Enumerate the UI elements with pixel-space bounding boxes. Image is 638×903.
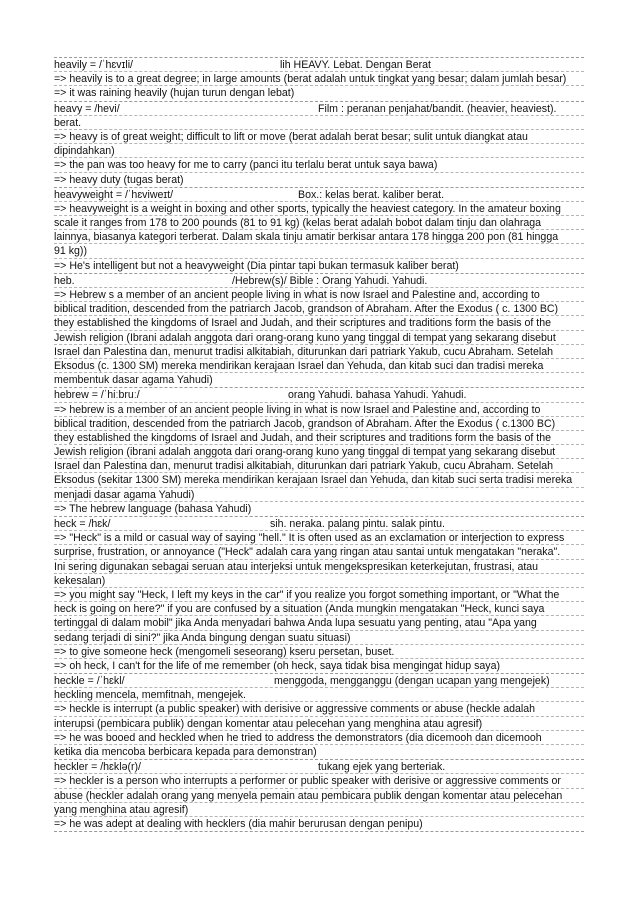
entry-heavy [54,101,584,187]
gloss: lih HEAVY. Lebat. Dengan Berat [280,59,431,71]
definition-line: => heckler is a person who interrupts a performer or public speaker with derisive or aggressive comments or [54,774,584,788]
gloss: Film : peranan penjahat/bandit. (heavier, heaviest). [318,102,557,115]
definition-line: Ini sering digunakan sebagai seruan atau interjeksi untuk mengekspresikan keterkejutan, frustrasi, atau [54,560,584,574]
entry-heck [54,516,584,673]
definition-line: heck is going on here?" if you are confused by a situation (Anda mungkin mengatakan "Heck, kunci saya [54,602,584,616]
definition-line: lainnya, biasanya kategori terberat. Dalam skala tinju amatir berkisar antara 178 hingga 200 pon (81 hingga [54,230,584,244]
definition-line: biblical tradition, descended from the patriarch Jacob, grandson of Abraham. After the Exodus ( c. 1300 BC) [54,302,584,316]
definition-line: => He's intelligent but not a heavyweight (Dia pintar tapi bukan termasuk kaliber berat) [54,259,459,272]
definition-line: => hebrew is a member of an ancient people living in what is now Israel and Palestine and, according to [54,403,584,417]
definition-line: => to give someone heck (mengomeli seseorang) kseru persetan, buset. [54,645,584,659]
headword: heavyweight = /ˈhɛviweɪt/ [54,188,174,201]
gloss: /Hebrew(s)/ Bible : Orang Yahudi. Yahudi. [232,274,428,287]
entry-heckler [54,759,584,832]
entry-hebrew [54,387,584,516]
gloss: Box.: kelas berat. kaliber berat. [298,188,445,201]
definition-line: they established the kingdoms of Israel and Judah, and their scriptures and traditions form the basis of the [54,316,584,330]
headword: heavy = /hevi/ [54,102,120,115]
entry-header [54,274,584,288]
definition-line: heckling mencela, memfitnah, mengejek. [54,688,584,702]
headword: hebrew = /ˈhiːbruː/ [54,389,140,402]
entry-header [54,674,584,688]
definition-line: => oh heck, I can't for the life of me remember (oh heck, saya tidak bisa mengingat hidup saya) [54,659,501,672]
definition-line: => it was raining heavily (hujan turun dengan lebat) [54,87,295,100]
definition-line: => Hebrew s a member of an ancient people living in what is now Israel and Palestine and, according to [54,288,584,302]
definition-line: Jewish religion (ibrani adalah anggota dari orang-orang kuno yang tinggal di tempat yang sekarang disebut [54,445,584,459]
gloss: menggoda, mengganggu (dengan ucapan yang mengejek) [274,675,550,688]
gloss: orang Yahudi. bahasa Yahudi. Yahudi. [288,389,467,402]
dictionary-page [54,57,584,832]
definition-line: => heavy duty (tugas berat) [54,173,184,186]
definition-line: sedang terjadi di sini?" jika Anda bingung dengan suatu situasi) [54,631,584,645]
entry-heavyweight [54,187,584,273]
headword: heckle = /ˈhɛkl/ [54,675,125,688]
definition-line: kekesalan) [54,574,584,588]
definition-line: Israel dan Palestina dan, menurut tradisi alkitabiah, diturunkan dari patriark Yakub, cucu Abraham. Setelah [54,459,584,473]
gloss: sih. neraka. palang pintu. salak pintu. [270,518,445,530]
definition-line: => he was booed and heckled when he tried to address the demonstrators (dia dicemooh dan dicemooh [54,731,584,745]
definition-line: => he was adept at dealing with hecklers (dia mahir berurusan dengan penipu) [54,817,423,830]
definition-line: Eksodus (sekitar 1300 SM) mereka mendirikan kerajaan Israel dan Yehuda, dan kitab suci serta tradisi mereka [54,473,584,487]
definition-line: => heckle is interrupt (a public speaker) with derisive or aggressive comments or abuse (heckle adalah [54,702,584,716]
entry-heavily [54,57,584,101]
headword: heb. [54,274,75,287]
definition-line: interupsi (pembicara publik) dengan komentar atau pelecehan yang menghina atau agresif) [54,717,584,731]
definition-line: they established the kingdoms of Israel and Judah, and their scriptures and traditions form the basis of the [54,431,584,445]
definition-line: menjadi dasar agama Yahudi) [54,488,584,502]
definition-line: dipindahkan) [54,144,584,158]
definition-line: Eksodus (c. 1300 SM) mereka mendirikan kerajaan Israel dan Yehuda, dan kitab suci dan tradisi mereka [54,359,584,373]
headword: heckler = /hɛklə(r)/ [54,761,141,774]
definition-line: => heavy is of great weight; difficult to lift or move (berat adalah berat besar; sulit untuk diangkat atau [54,130,584,144]
headword: heck = /hɛk/ [54,518,111,530]
entry-header [54,58,584,72]
definition-line: Israel dan Palestina dan, menurut tradisi alkitabiah, diturunkan dari patriark Yakub, cucu Abraham. Setelah [54,345,584,359]
definition-line: => "Heck" is a mild or casual way of saying "hell." It is often used as an exclamation or interjection to express [54,531,584,545]
headword: heavily = /ˈhɛvɪli/ [54,59,133,71]
entry-header [54,102,584,116]
definition-line: => The hebrew language (bahasa Yahudi) [54,502,252,515]
entry-heckle [54,673,584,759]
definition-line: => the pan was too heavy for me to carry (panci itu terlalu berat untuk saya bawa) [54,158,584,172]
entry-header [54,388,584,402]
definition-line: surprise, frustration, or annoyance ("Heck" adalah cara yang ringan atau santai untuk mengatakan "neraka". [54,545,584,559]
definition-line: ketika dia mencoba berbicara kepada para demonstran) [54,746,317,758]
definition-line: abuse (heckler adalah orang yang menyela pemain atau pembicara publik dengan komentar atau pelecehan [54,789,584,803]
definition-line: => heavily is to a great degree; in large amounts (berat adalah untuk tingkat yang besar; dalam jumlah besar) [54,72,584,86]
definition-line: => you might say "Heck, I left my keys in the car" if you realize you forgot something important, or "What the [54,588,584,602]
definition-line: => heavyweight is a weight in boxing and other sports, typically the heaviest category. In the amateur boxing [54,202,584,216]
entry-header [54,188,584,202]
definition-line: scale it ranges from 178 to 200 pounds (81 to 91 kg) (kelas berat adalah bobot dalam tinju dan olahraga [54,216,584,230]
entry-header [54,517,584,531]
definition-line: tertinggal di dalam mobil" jika Anda menyadari bahwa Anda lupa sesuatu yang penting, atau "Apa yang [54,616,584,630]
definition-line: berat. [54,116,584,130]
definition-line: 91 kg)) [54,244,584,258]
definition-line: biblical tradition, descended from the patriarch Jacob, grandson of Abraham. After the Exodus ( c.1300 BC) [54,417,584,431]
definition-line: Jewish religion (Ibrani adalah anggota dari orang-orang kuno yang tinggal di tempat yang sekarang disebut [54,331,584,345]
definition-line: membentuk dasar agama Yahudi) [54,374,213,387]
entry-heb [54,273,584,388]
gloss: tukang ejek yang berteriak. [318,761,446,774]
entry-header [54,760,584,774]
definition-line: yang menghina atau agresif) [54,803,584,817]
